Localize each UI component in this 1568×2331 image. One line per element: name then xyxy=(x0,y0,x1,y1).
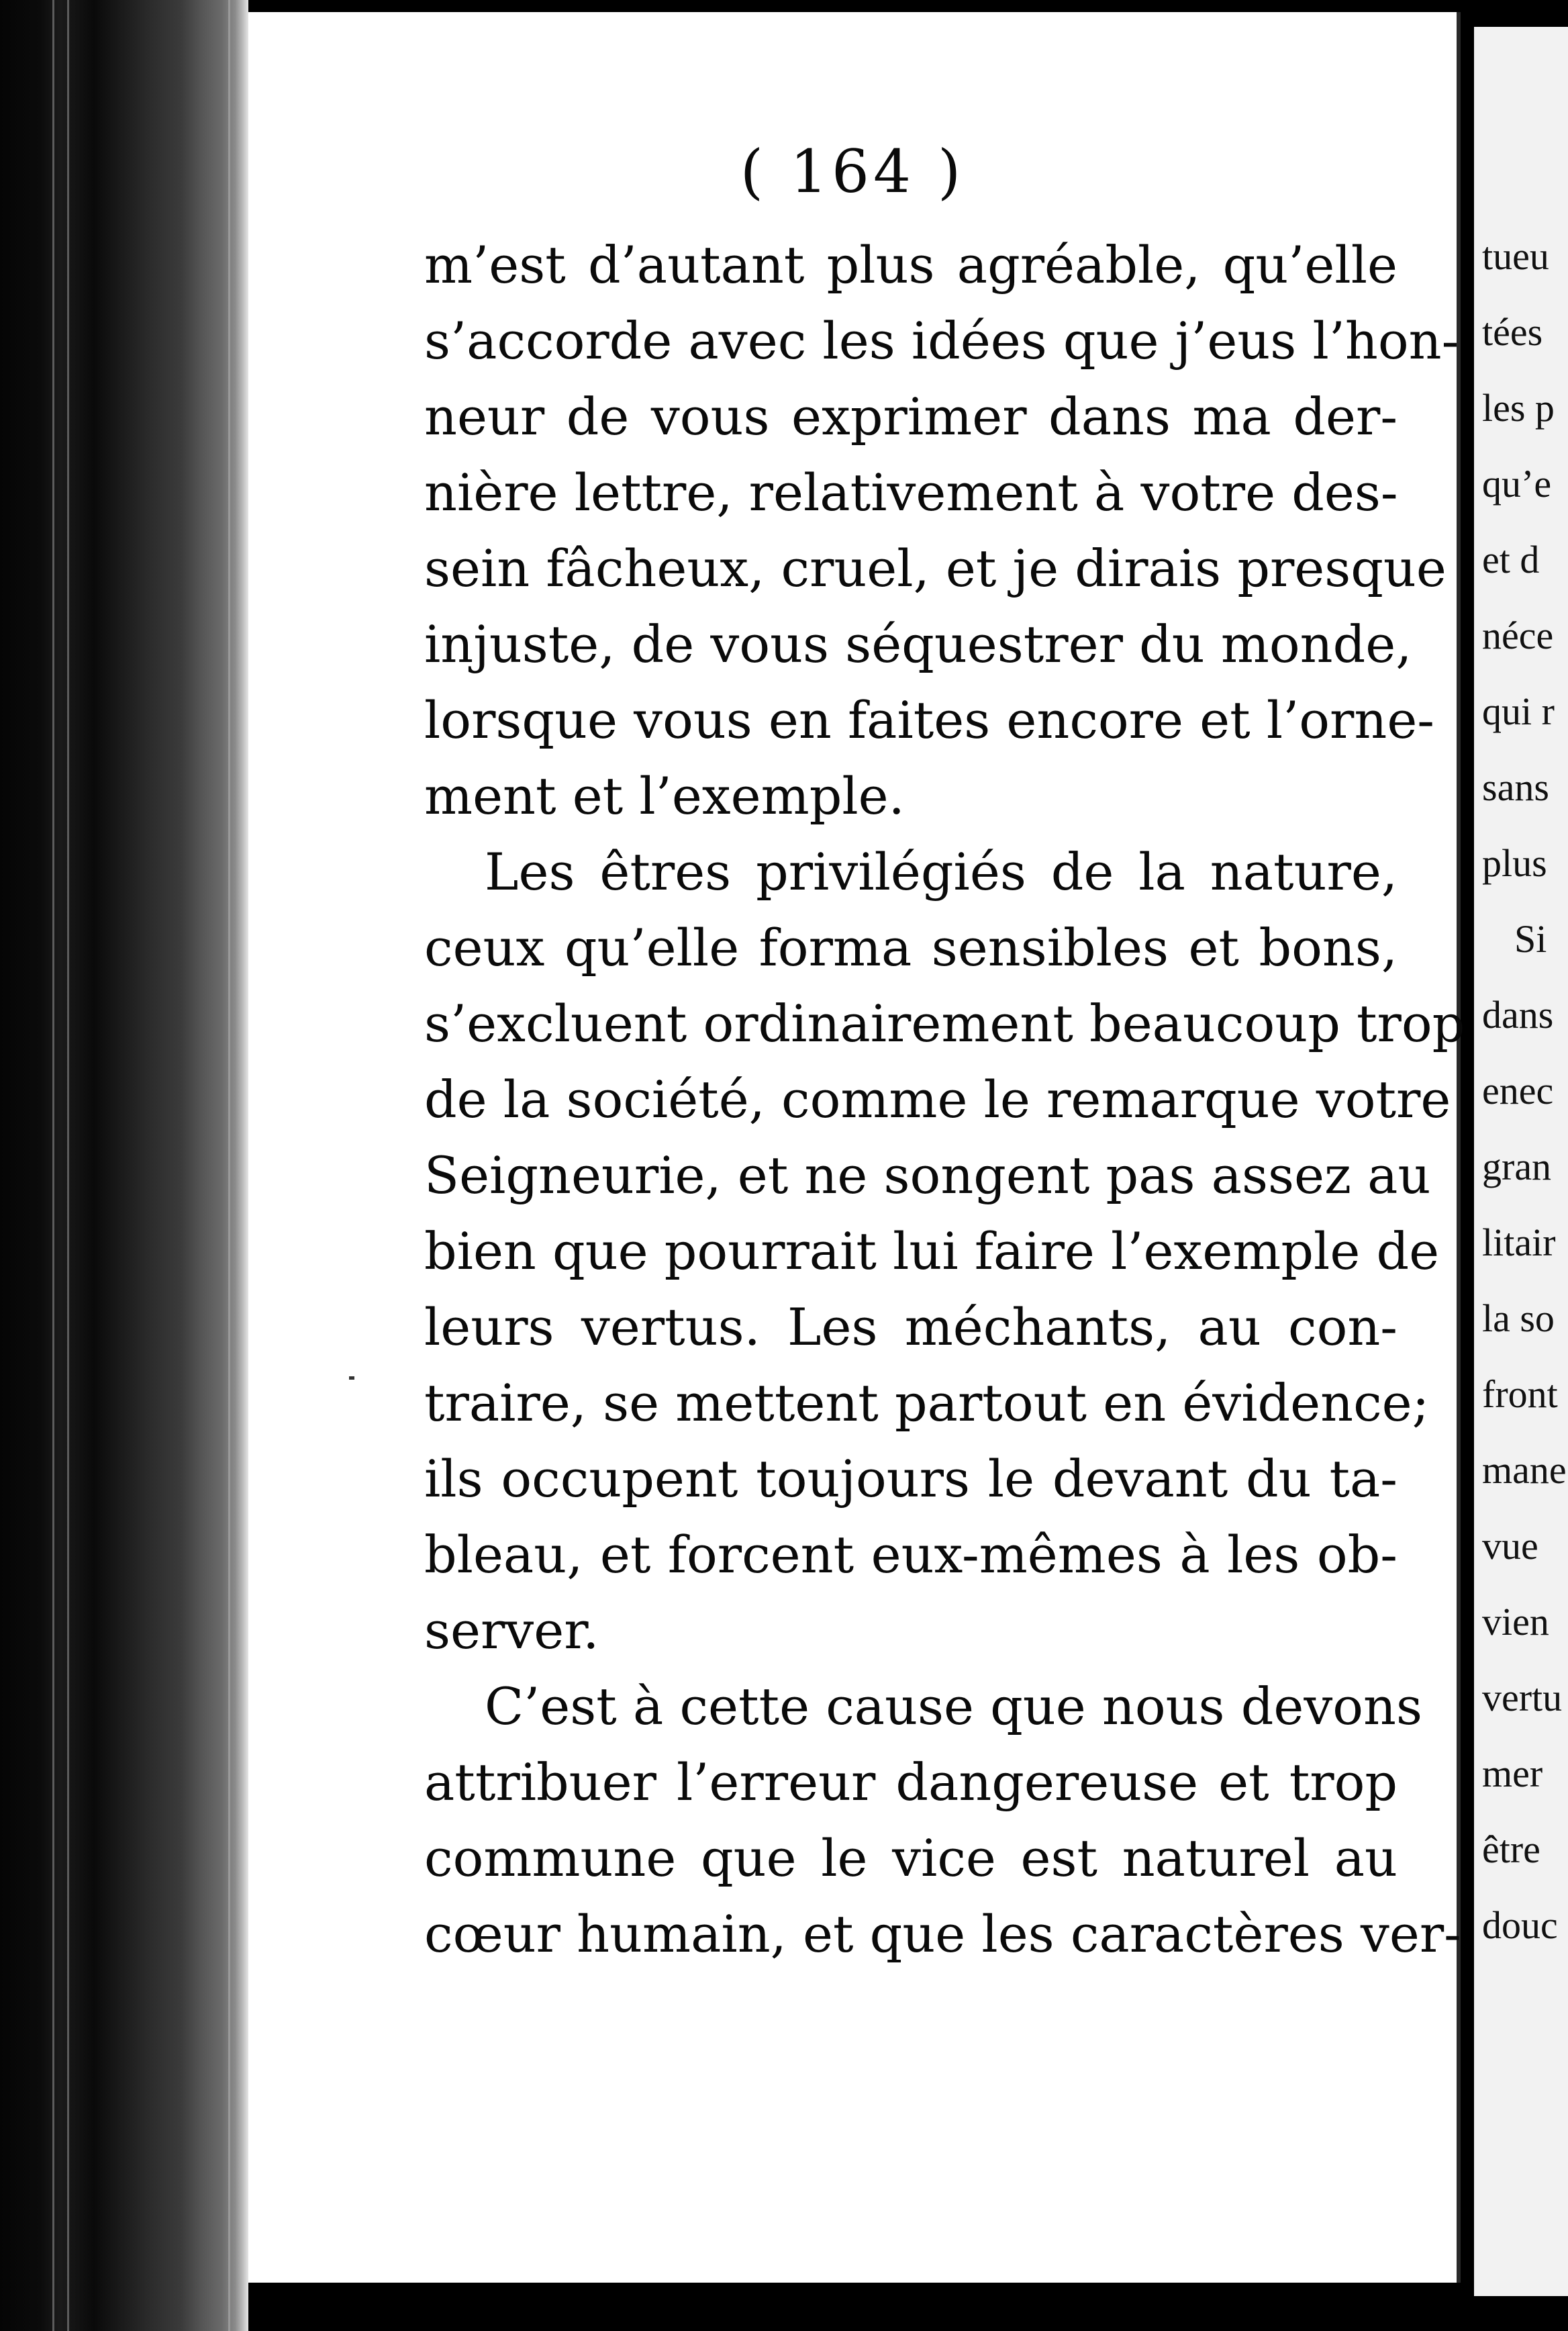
text-line: ment et l’exemple. xyxy=(424,766,905,826)
text-line: traire, se mettent partout en évidence; xyxy=(424,1373,1430,1433)
text-line: m’est d’autant plus agréable, qu’elle xyxy=(424,235,1398,295)
next-page-text-fragment: les p xyxy=(1482,386,1555,430)
text-line: leurs vertus. Les méchants, au con- xyxy=(424,1297,1398,1357)
next-page-text-fragment: vien xyxy=(1482,1600,1549,1644)
spine-edge-line xyxy=(52,0,54,2331)
next-page-fragment xyxy=(1474,27,1568,2296)
text-line: Seigneurie, et ne songent pas assez au xyxy=(424,1145,1431,1205)
next-page-text-fragment: mane xyxy=(1482,1448,1567,1492)
next-page-text-fragment: gran xyxy=(1482,1145,1552,1188)
spine-edge-line xyxy=(67,0,69,2331)
text-line: commune que le vice est naturel au xyxy=(424,1828,1398,1888)
next-page-text-fragment: douc xyxy=(1482,1903,1558,1947)
text-line: bien que pourrait lui faire l’exemple de xyxy=(424,1221,1440,1281)
book-page xyxy=(248,12,1465,2283)
next-page-text-fragment: litair xyxy=(1482,1221,1556,1264)
next-page-text-fragment: et d xyxy=(1482,538,1540,581)
next-page-text-fragment: vue xyxy=(1482,1524,1538,1568)
book-spine xyxy=(0,0,248,2331)
spine-edge-line xyxy=(228,0,230,2331)
next-page-text-fragment: enec xyxy=(1482,1069,1554,1112)
text-line: nière lettre, relativement à votre des- xyxy=(424,463,1398,522)
next-page-text-fragment: être xyxy=(1482,1827,1540,1871)
next-page-text-fragment: qu’e xyxy=(1482,462,1552,506)
text-line: Les êtres privilégiés de la nature, xyxy=(485,842,1398,902)
text-line: s’excluent ordinairement beaucoup trop xyxy=(424,994,1465,1053)
next-page-text-fragment: tées xyxy=(1482,310,1543,354)
next-page-text-fragment: vertu xyxy=(1482,1676,1563,1719)
text-line: de la société, comme le remarque votre xyxy=(424,1069,1451,1129)
next-page-text-fragment: la so xyxy=(1482,1296,1555,1340)
text-line: ceux qu’elle forma sensibles et bons, xyxy=(424,918,1398,978)
next-page-text-fragment: Si xyxy=(1514,917,1547,961)
text-line: injuste, de vous séquestrer du monde, xyxy=(424,614,1412,674)
next-page-text-fragment: néce xyxy=(1482,614,1554,657)
page-number-header: ( 164 ) xyxy=(740,137,965,206)
text-line: neur de vous exprimer dans ma der- xyxy=(424,387,1398,446)
text-line: lorsque vous en faites encore et l’orne- xyxy=(424,690,1434,750)
text-line: sein fâcheux, cruel, et je dirais presque xyxy=(424,538,1447,598)
text-line: server. xyxy=(424,1601,599,1660)
text-line: attribuer l’erreur dangereuse et trop xyxy=(424,1752,1398,1812)
text-line: bleau, et forcent eux-mêmes à les ob- xyxy=(424,1525,1398,1584)
next-page-text-fragment: qui r xyxy=(1482,689,1555,733)
next-page-text-fragment: mer xyxy=(1482,1752,1543,1795)
text-line: ils occupent toujours le devant du ta- xyxy=(424,1449,1398,1509)
next-page-text-fragment: plus xyxy=(1482,841,1547,885)
page-text xyxy=(424,227,1465,1972)
next-page-text-fragment: tueu xyxy=(1482,234,1549,278)
text-line: C’est à cette cause que nous devons xyxy=(485,1676,1422,1736)
text-line: s’accorde avec les idées que j’eus l’hon- xyxy=(424,311,1459,371)
text-line: cœur humain, et que les caractères ver- xyxy=(424,1904,1461,1964)
next-page-text-fragment: dans xyxy=(1482,993,1554,1037)
next-page-text-fragment: sans xyxy=(1482,765,1549,809)
ink-speck xyxy=(349,1376,354,1380)
next-page-text-fragment: front xyxy=(1482,1372,1558,1416)
